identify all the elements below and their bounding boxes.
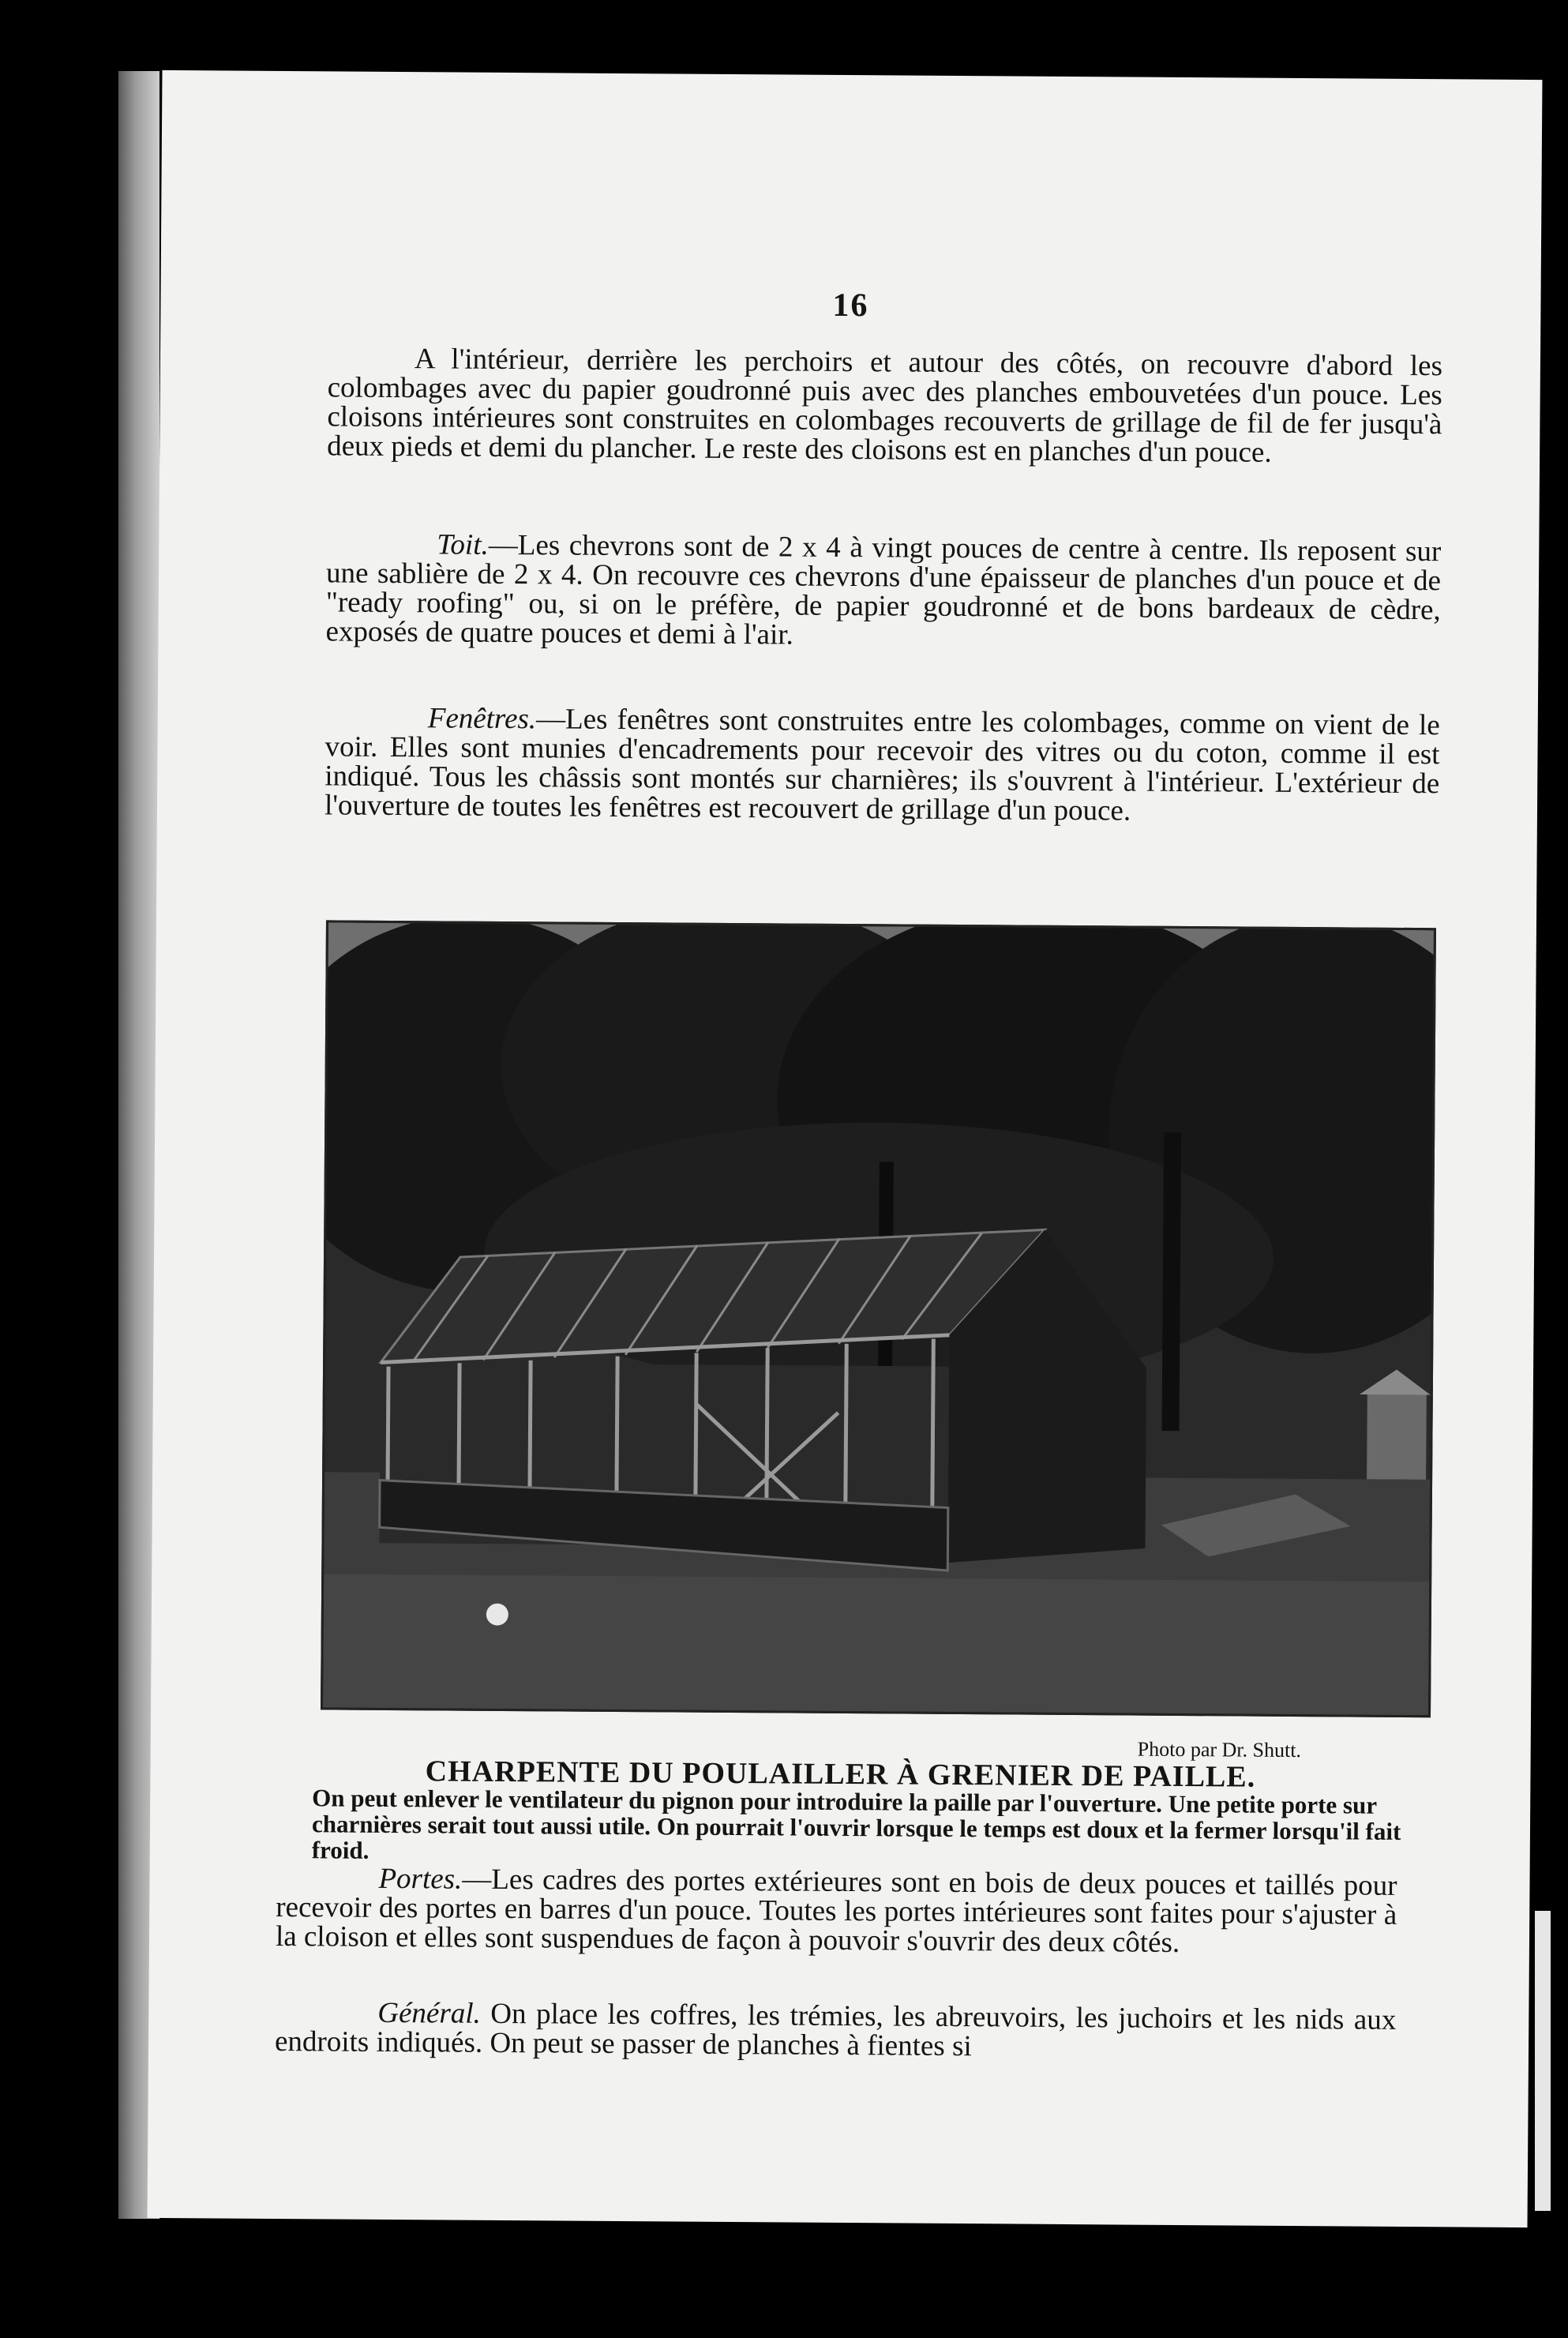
paragraph-fenetres — [324, 703, 1440, 827]
paragraph-interior: A l'intérieur, derrière les perchoirs et autour des côtés, on recouvre d'abord les colombages avec du papier goudronné puis avec des planches embouvetées d'un pouce. Les cloisons intérieures sont construites en colombages recouverts de grillage de fil de fer jusqu'à deux pieds et demi du plancher. Le reste des cloisons est en planches d'un pouce. — [327, 343, 1443, 469]
paragraph-fenetres-text: —Les fenêtres sont construites entre les colombages, comme on vient de le voir. Elles sont munies d'encadrements pour recevoir des vitres ou du coton, comme il est indiqué. Tous les châssis sont montés sur charnières; ils s'ouvrent à l'intérieur. L'extérieur de l'ouverture de toutes les fenêtres est recouvert de grillage d'un pouce. — [324, 703, 1440, 827]
photo-credit: Photo par Dr. Shutt. — [1137, 1737, 1302, 1762]
paragraph-general — [275, 1998, 1396, 2064]
book-page — [148, 70, 1543, 2227]
photo-illustration — [323, 922, 1434, 1715]
page-number: 16 — [832, 287, 869, 325]
henhouse-frame-photo — [321, 920, 1436, 1717]
paragraph-toit-text: —Les chevrons sont de 2 x 4 à vingt pouces de centre à centre. Ils reposent sur une sablière de 2 x 4. On recouvre ces chevrons d'une épaisseur de planches d'un pouce et de "ready roofing" ou, si on le préfère, de papier goudronné et de bons bardeaux de cèdre, exposés de quatre pouces et demi à l'air. — [325, 528, 1442, 651]
section-label-fenetres: Fenêtres. — [427, 702, 537, 736]
figure-caption-title: CHARPENTE DU POULAILLER À GRENIER DE PAILLE. — [425, 1754, 1256, 1794]
figure-caption-text: On peut enlever le ventilateur du pignon pour introduire la paille par l'ouverture. Une petite porte sur charnières serait tout aussi utile. On pourrait l'ouvrir lorsque le temps est doux et la fermer lorsqu'il fait froid. — [311, 1784, 1401, 1864]
facing-page-edge — [1535, 1911, 1551, 2211]
paragraph-portes-text: —Les cadres des portes extérieures sont en bois de deux pouces et taillés pour recevoir des portes en barres d'un pouce. Toutes les portes intérieures sont faites pour s'ajuster à la cloison et elles sont suspendues de façon à pouvoir s'ouvrir des deux côtés. — [275, 1863, 1397, 1959]
paragraph-general-text: On place les coffres, les trémies, les abreuvoirs, les juchoirs et les nids aux endroits indiqués. On peut se passer de planches à fientes si — [274, 1997, 1397, 2063]
section-label-general: Général. — [377, 1996, 481, 2030]
paragraph-toit — [325, 529, 1441, 654]
section-label-portes: Portes. — [378, 1862, 463, 1896]
section-label-toit: Toit. — [437, 528, 489, 561]
paragraph-portes — [276, 1863, 1397, 1959]
